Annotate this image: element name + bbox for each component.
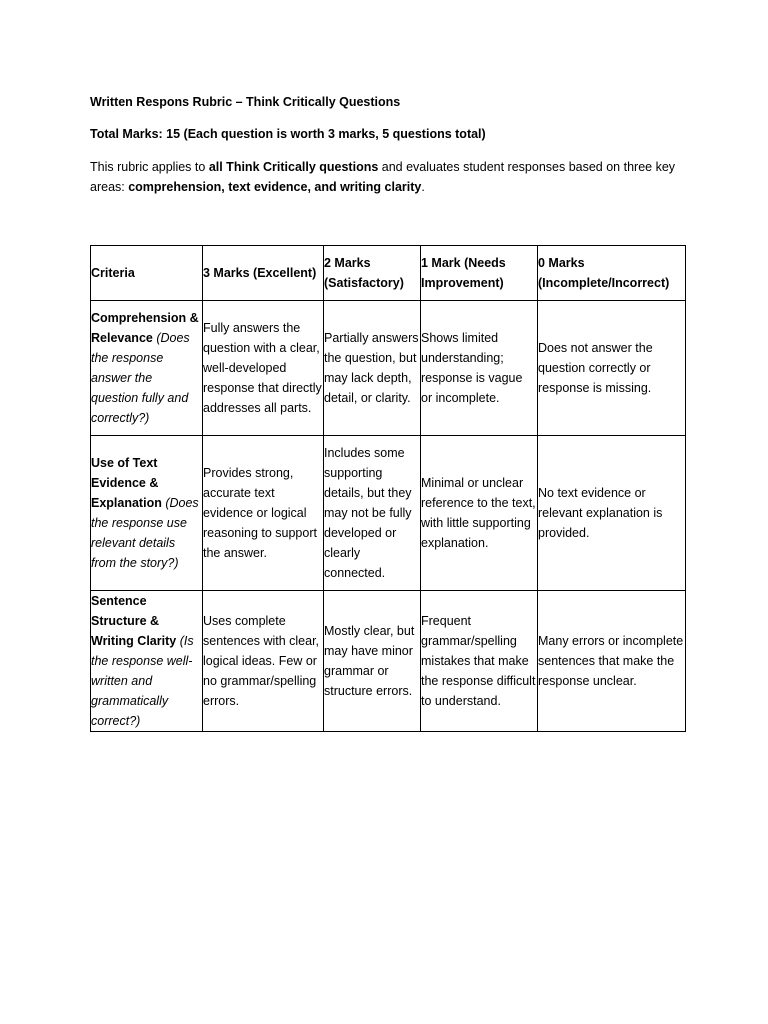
- criterion-question: (Does the response answer the question fully and correctly?): [91, 331, 190, 425]
- total-marks: Total Marks: 15 (Each question is worth 3 marks, 5 questions total): [90, 127, 486, 141]
- criterion-name: Sentence Structure & Writing Clarity: [91, 594, 177, 648]
- intro-text-1: This rubric applies to: [90, 160, 209, 174]
- cell-0-marks: Many errors or incomplete sentences that make the response unclear.: [538, 591, 686, 732]
- cell-2-marks: Partially answers the question, but may lack depth, detail, or clarity.: [324, 301, 421, 436]
- rubric-table: [90, 245, 686, 732]
- document-header: [90, 92, 690, 197]
- criterion-name: Comprehension & Relevance: [91, 311, 199, 345]
- cell-1-mark: Frequent grammar/spelling mistakes that make the response difficult to understand.: [421, 591, 538, 732]
- cell-0-marks: Does not answer the question correctly or response is missing.: [538, 301, 686, 436]
- cell-2-marks: Includes some supporting details, but they may not be fully developed or clearly connected.: [324, 436, 421, 591]
- cell-3-marks: Uses complete sentences with clear, logical ideas. Few or no grammar/spelling errors.: [203, 591, 324, 732]
- intro-paragraph: [90, 157, 690, 197]
- table-row: [91, 591, 686, 732]
- table-header-row: [91, 246, 686, 301]
- criterion-cell: [91, 301, 203, 436]
- criterion-cell: [91, 436, 203, 591]
- cell-0-marks: No text evidence or relevant explanation is provided.: [538, 436, 686, 591]
- intro-bold-2: comprehension, text evidence, and writing clarity: [128, 180, 422, 194]
- cell-1-mark: Minimal or unclear reference to the text, with little supporting explanation.: [421, 436, 538, 591]
- criterion-question: (Does the response use relevant details from the story?): [91, 496, 199, 570]
- document-title: Written Respons Rubric – Think Critically Questions: [90, 95, 401, 109]
- header-2-marks: 2 Marks (Satisfactory): [324, 246, 421, 301]
- cell-3-marks: Provides strong, accurate text evidence or logical reasoning to support the answer.: [203, 436, 324, 591]
- intro-text-3: .: [421, 180, 425, 194]
- header-0-marks: 0 Marks (Incomplete/Incorrect): [538, 246, 686, 301]
- criterion-name: Use of Text Evidence & Explanation: [91, 456, 162, 510]
- criterion-question: (Is the response well-written and grammatically correct?): [91, 634, 194, 728]
- cell-1-mark: Shows limited understanding; response is vague or incomplete.: [421, 301, 538, 436]
- header-1-mark: 1 Mark (Needs Improvement): [421, 246, 538, 301]
- table-row: [91, 301, 686, 436]
- header-3-marks: 3 Marks (Excellent): [203, 246, 324, 301]
- header-criteria: Criteria: [91, 246, 203, 301]
- intro-text-2: and evaluates student responses based on three key areas:: [90, 160, 676, 194]
- table-row: [91, 436, 686, 591]
- criterion-cell: [91, 591, 203, 732]
- cell-2-marks: Mostly clear, but may have minor grammar or structure errors.: [324, 591, 421, 732]
- cell-3-marks: Fully answers the question with a clear, well-developed response that directly addresses all parts.: [203, 301, 324, 436]
- intro-bold-1: all Think Critically questions: [208, 160, 379, 174]
